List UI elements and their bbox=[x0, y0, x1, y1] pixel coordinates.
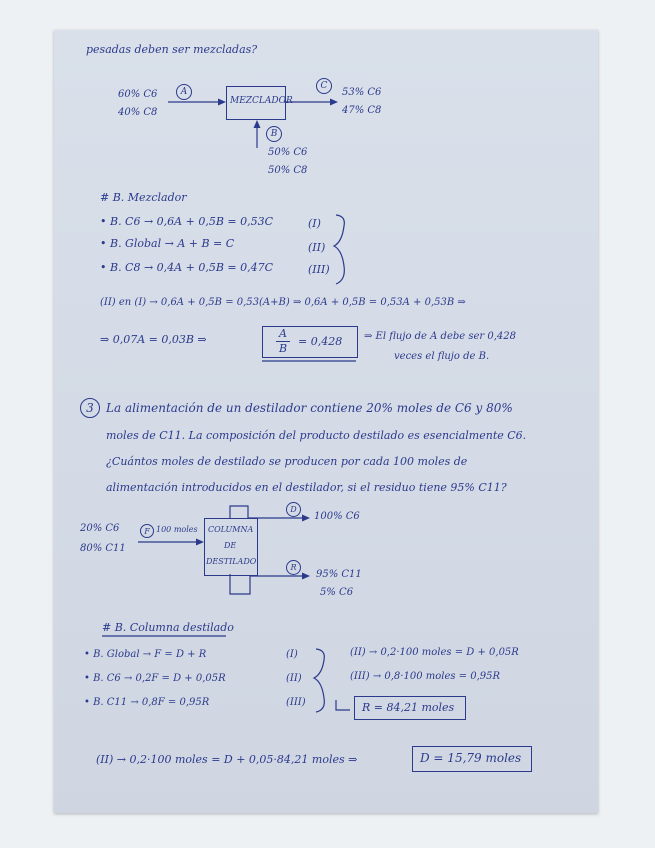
diagram-lines bbox=[54, 30, 598, 813]
substitution-line: (II) en (I) → 0,6A + 0,5B = 0,53(A+B) ⇒ 0,6A + 0,5B = 0,53A + 0,53B ⇒ bbox=[100, 297, 466, 308]
problem-3-number: 3 bbox=[80, 398, 100, 418]
residue-line1: 95% C11 bbox=[316, 569, 362, 580]
stream-c-marker: C bbox=[316, 78, 332, 94]
balance-global-column: • B. Global → F = D + R bbox=[84, 649, 207, 660]
stream-a-marker: A bbox=[176, 84, 192, 100]
output-c-line2: 47% C8 bbox=[342, 105, 382, 116]
section-title-mixer: # B. Mezclador bbox=[100, 191, 187, 204]
mixer-label: MEZCLADOR bbox=[230, 96, 293, 106]
conclusion-line2: veces el flujo de B. bbox=[394, 351, 490, 362]
notebook-page bbox=[54, 30, 598, 813]
feed-amount: 100 moles bbox=[156, 525, 198, 534]
stream-d-marker: D bbox=[286, 502, 301, 517]
statement-line4: alimentación introducidos en el destilador, si el residuo tiene 95% C11? bbox=[106, 481, 507, 494]
column-label-2: DE bbox=[224, 541, 237, 550]
distillate-line1: 100% C6 bbox=[314, 511, 360, 522]
balance-c6-column-tag: (II) bbox=[286, 673, 302, 684]
statement-line3: ¿Cuántos moles de destilado se producen por cada 100 moles de bbox=[106, 455, 468, 468]
balance-c8-tag: (III) bbox=[308, 263, 330, 276]
statement-line2: moles de C11. La composición del producto destilado es esencialmente C6. bbox=[106, 429, 527, 442]
balance-c6-tag: (I) bbox=[308, 217, 321, 230]
stream-f-marker: F bbox=[140, 524, 154, 538]
balance-global-mixer: • B. Global → A + B = C bbox=[100, 237, 235, 250]
right-calc-1: (II) → 0,2·100 moles = D + 0,05R bbox=[350, 647, 519, 658]
mixer-result-left: ⇒ 0,07A = 0,03B ⇒ bbox=[100, 333, 207, 346]
input-a-line1: 60% C6 bbox=[118, 89, 158, 100]
balance-c6-column: • B. C6 → 0,2F = D + 0,05R bbox=[84, 673, 226, 684]
right-calc-2: (III) → 0,8·100 moles = 0,95R bbox=[350, 671, 501, 682]
section-title-column: # B. Columna destilado bbox=[102, 621, 234, 634]
balance-global-tag: (II) bbox=[308, 241, 326, 254]
output-c-line1: 53% C6 bbox=[342, 87, 382, 98]
conclusion-line1: ⇒ El flujo de A debe ser 0,428 bbox=[364, 331, 516, 342]
feed-line1: 20% C6 bbox=[80, 523, 120, 534]
ratio-value: = 0,428 bbox=[298, 335, 343, 348]
fraction-denominator: B bbox=[278, 341, 288, 355]
balance-c11-column: • B. C11 → 0,8F = 0,95R bbox=[84, 697, 210, 708]
question-end-text: pesadas deben ser mezcladas? bbox=[86, 43, 258, 56]
fraction-numerator: A bbox=[279, 327, 287, 340]
input-a-line2: 40% C8 bbox=[118, 107, 158, 118]
input-b-line1: 50% C6 bbox=[268, 147, 308, 158]
column-label-1: COLUMNA bbox=[208, 525, 254, 534]
balance-global-column-tag: (I) bbox=[286, 649, 298, 660]
statement-line1: La alimentación de un destilador contiene 20% moles de C6 y 80% bbox=[106, 401, 513, 415]
residue-line2: 5% C6 bbox=[320, 587, 354, 598]
feed-line2: 80% C11 bbox=[80, 543, 126, 554]
result-d: D = 15,79 moles bbox=[420, 751, 522, 765]
ratio-fraction bbox=[276, 328, 290, 354]
balance-c8-mixer: • B. C8 → 0,4A + 0,5B = 0,47C bbox=[100, 261, 274, 274]
stream-r-marker: R bbox=[286, 560, 301, 575]
stream-b-marker: B bbox=[266, 126, 282, 142]
result-r: R = 84,21 moles bbox=[362, 701, 455, 714]
balance-c11-column-tag: (III) bbox=[286, 697, 306, 708]
final-calc-left: (II) → 0,2·100 moles = D + 0,05·84,21 moles ⇒ bbox=[96, 753, 358, 766]
input-b-line2: 50% C8 bbox=[268, 165, 308, 176]
balance-c6-mixer: • B. C6 → 0,6A + 0,5B = 0,53C bbox=[100, 215, 274, 228]
column-label-3: DESTILADO bbox=[206, 557, 257, 566]
